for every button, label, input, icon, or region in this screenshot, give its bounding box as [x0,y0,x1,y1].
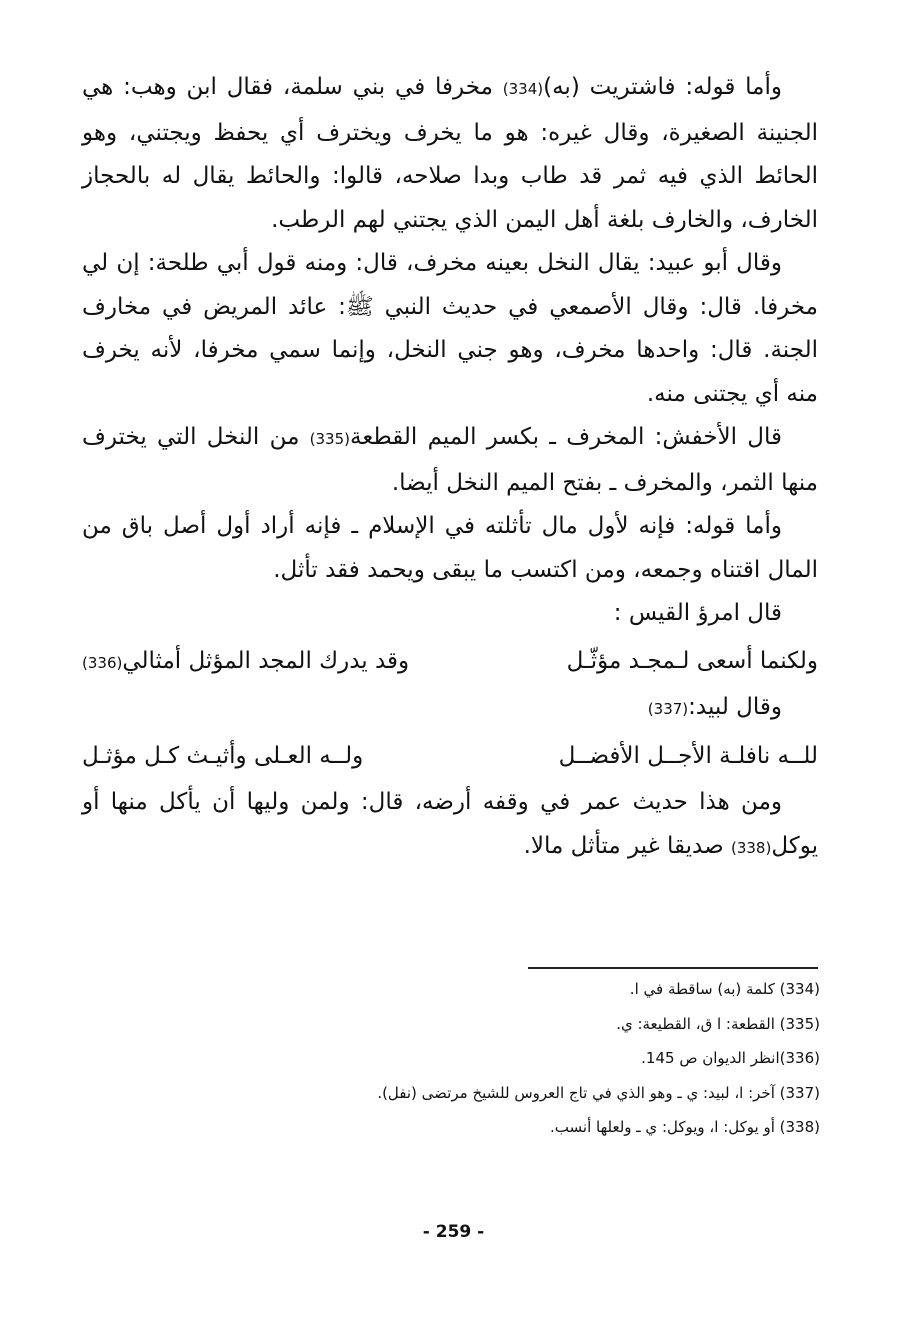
footnotes [180,972,820,1145]
paragraph-1-start: وأما قوله: فاشتريت (به) [543,74,782,100]
main-text [82,66,818,870]
paragraph-7-rest: صديقا غير متأثل مالا. [523,832,731,859]
verse-1-first-hemistich: ولكنما أسعى لـمجـد مؤثّـل [566,647,818,674]
verse-1 [82,636,818,686]
verse-2 [82,731,818,781]
paragraph-6-text: وقال لبيد: [688,693,782,720]
verse-1-second-hemistich [82,636,409,686]
footnote-ref-338: (338) [730,838,772,857]
paragraph-3 [82,416,818,505]
footnote-336: (336)انظر الديوان ص 145. [641,1049,820,1067]
page-number: - 259 - [422,1222,485,1242]
paragraph-3-start: قال الأخفش: المخرف ـ بكسر الميم القطعة [350,424,783,450]
paragraph-5: قال امرؤ القيس : [613,600,782,626]
footnote-ref-334: (334) [502,80,544,98]
verse-2-second-hemistich: ولــه العـلى وأثيـث كـل مؤثـل [82,743,364,769]
footnote-ref-336: (336) [82,653,123,672]
paragraph-2: وقال أبو عبيد: يقال النخل بعينه مخرف، قال: ومنه قول أبي طلحة: إن لي مخرفا. قال: وقال الأصمعي في حديث النبي ﷺ: عائد المريض في مخارف الجنة. قال: واحدها مخرف، وهو جني النخل، وإنما سمي مخرفا، لأنه يخرف منه أي يجتنى منه. [82,250,818,407]
footnote-ref-337: (337) [647,699,689,718]
footnote-337: (337) آخر: ا، لبيد: ي ـ وهو الذي في تاج العروس للشيخ مرتضى (نفل). [377,1083,820,1102]
paragraph-6 [82,686,818,732]
footnote-separator [528,967,818,969]
verse-1-second-hemistich-text: وقد يدرك المجد المؤثل أمثالي [122,647,410,674]
footnote-ref-335: (335) [309,430,350,448]
paragraph-7 [82,781,818,870]
footnote-338: (338) أو يوكل: ا، ويوكل: ي ـ ولعلها أنسب. [550,1118,820,1136]
paragraph-3-rest: من النخل التي يخترف منها الثمر، والمخرف ـ بفتح الميم النخل أيضا. [82,424,818,496]
paragraph-1 [82,66,818,242]
footnote-334: (334) كلمة (به) ساقطة في ا. [629,980,820,998]
footnote-335: (335) القطعة: ا ق، القطيعة: ي. [616,1014,820,1033]
paragraph-1-rest: مخرفا في بني سلمة، فقال ابن وهب: هي الجنينة الصغيرة، وقال غيره: هو ما يخرف ويخترف أي يحفظ ويجتني، وهو الحائط الذي فيه ثمر قد طاب وبدا صلاحه، قالوا: والحائط يقال له بالحجاز الخارف، والخارف بلغة أهل اليمن الذي يجتني لهم الرطب. [82,74,818,233]
paragraph-4: وأما قوله: فإنه لأول مال تأثلته في الإسلام ـ فإنه أراد أول أصل باق من المال اقتناه وجمعه، ومن اكتسب ما يبقى ويحمد فقد تأثل. [82,513,818,583]
verse-2-first-hemistich: للــه نافلـة الأجــل الأفضــل [558,743,818,769]
paragraph-7-start: ومن هذا حديث عمر في وقفه أرضه، قال: ولمن وليها أن يأكل منها أو يوكل [82,789,818,859]
